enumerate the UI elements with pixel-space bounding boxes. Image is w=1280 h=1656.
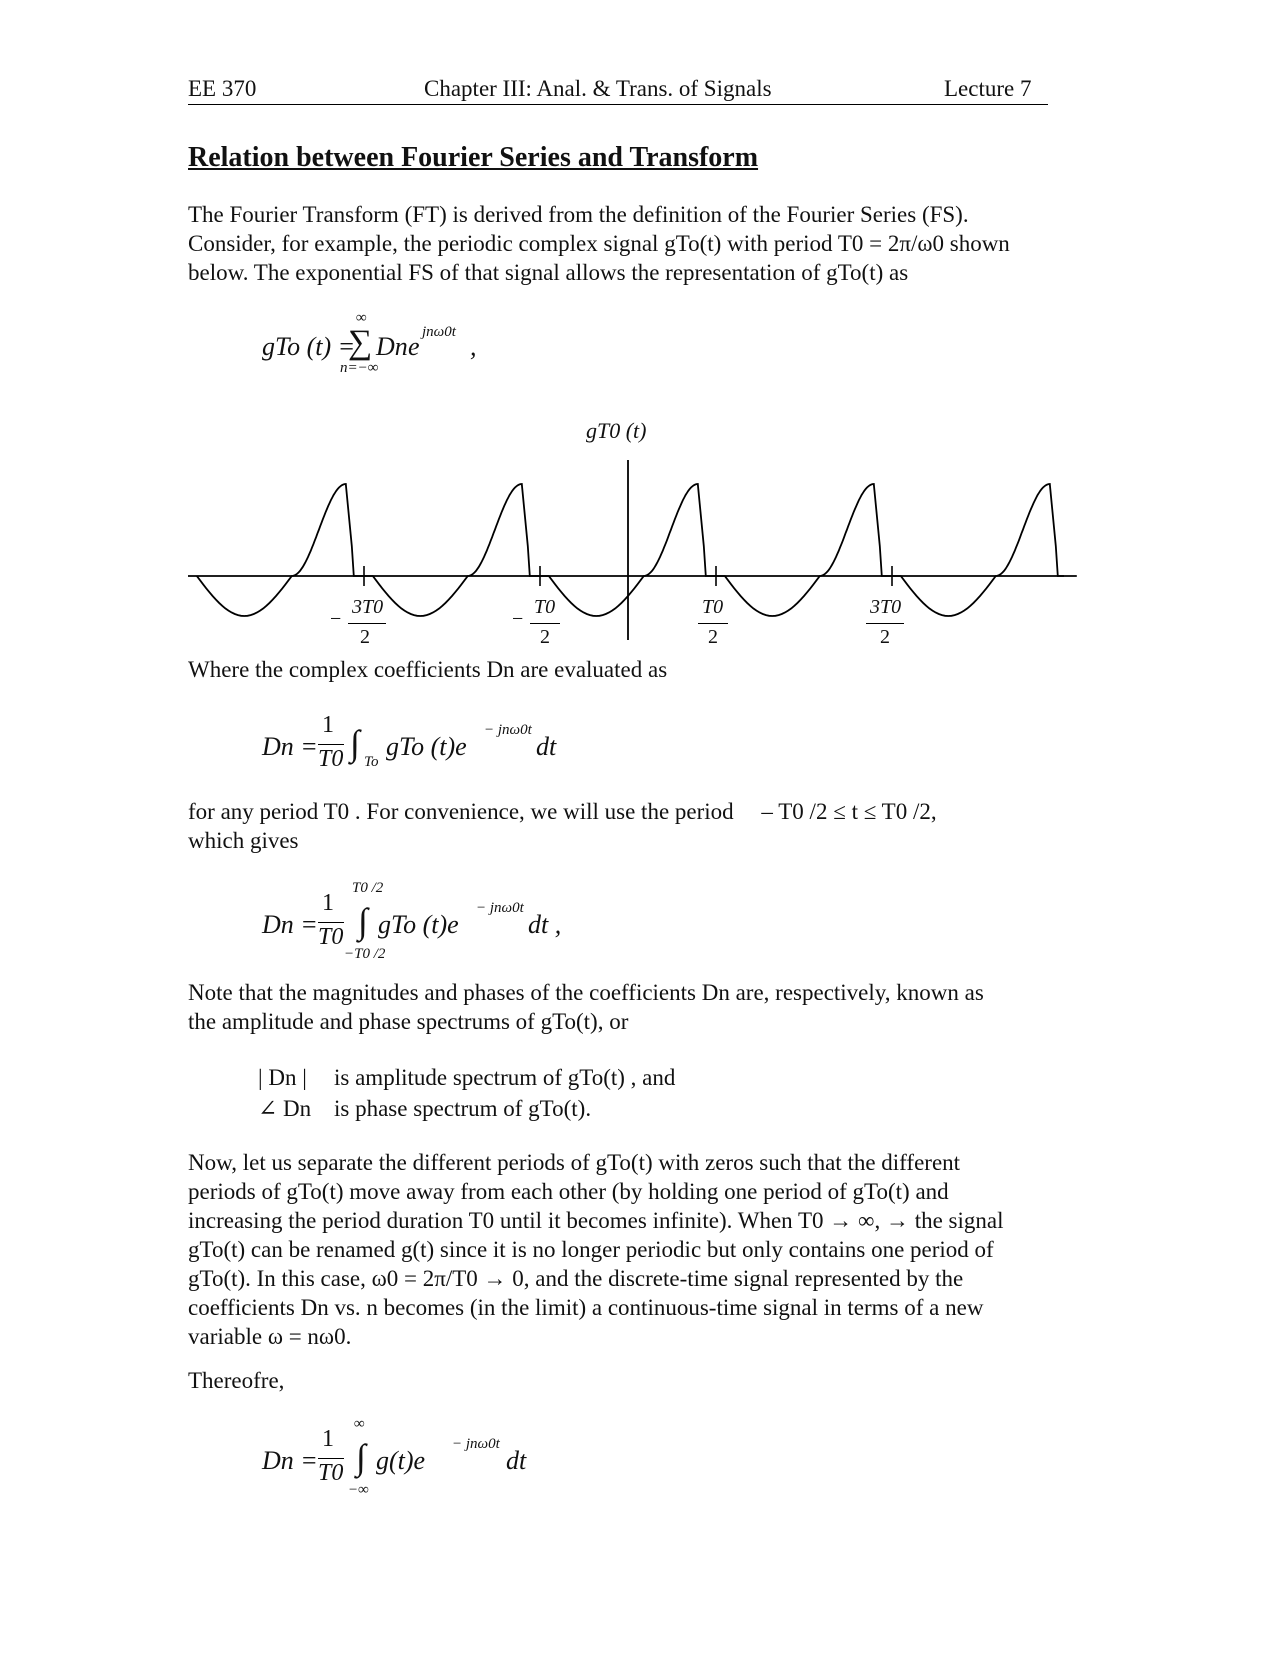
note-paragraph xyxy=(188,978,1048,1036)
intro-line-1: The Fourier Transform (FT) is derived from the definition of the Fourier Series (FS). xyxy=(188,202,969,227)
period-paragraph xyxy=(188,797,1048,855)
eq1-sum-upper: ∞ xyxy=(356,310,367,326)
separation-paragraph: Now, let us separate the different periods of gTo(t) with zeros such that the different periods of gTo(t) move away from each other (by holding one period of gTo(t) and increasing the period duration T0 until it becomes infinite). When T0 → ∞, → the signal gTo(t) can be renamed g(t) since it is no longer periodic but only contains one period of gTo(t). In this case, ω0 = 2π/T0 → 0, and the discrete-time signal represented by the coefficients Dn vs. n becomes (in the limit) a continuous-time signal in terms of a new variable ω = nω0. xyxy=(188,1150,1004,1349)
coefficient-equation-infinite: Dn = 1 T0 ∞ ∫ −∞ g(t)e − jnω0t dt xyxy=(262,1416,527,1498)
spectrum-definitions xyxy=(258,1062,675,1124)
therefore-text: Thereofre, xyxy=(188,1368,285,1393)
phase-spectrum-line: ∠ Dn is phase spectrum of gTo(t). xyxy=(258,1096,592,1121)
coefficient-equation: Dn = 1 T0 ∫ To gTo (t)e − jnω0t dt xyxy=(262,712,557,772)
coefficient-equation-symmetric: Dn = 1 T0 T0 /2 ∫ −T0 /2 gTo (t)e − jnω0t dt , xyxy=(262,880,562,962)
figure-signal-label: gT0 (t) xyxy=(586,418,647,443)
signal-waveform xyxy=(197,484,1077,616)
chapter-title: Chapter III: Anal. & Trans. of Signals xyxy=(424,76,772,101)
intro-line-2: Consider, for example, the periodic complex signal gTo(t) with period T0 = 2π/ω0 shown xyxy=(188,231,1010,256)
integral-symbol: ∫ xyxy=(350,723,360,763)
period-line-1a: for any period T0 . For convenience, we will use the period xyxy=(188,799,734,824)
coefficient-intro-text: Where the complex coefficients Dn are evaluated as xyxy=(188,657,668,682)
eq2-lhs: Dn = xyxy=(262,732,318,761)
eq1-e: e xyxy=(408,332,420,361)
eq1-tail: , xyxy=(470,332,477,361)
section-title: Relation between Fourier Series and Transform xyxy=(188,142,759,173)
summation-symbol: ∑ xyxy=(348,324,373,361)
integral-symbol: ∫ xyxy=(358,901,368,941)
eq1-body: Dn xyxy=(376,332,408,361)
course-code: EE 370 xyxy=(188,76,257,101)
eq1-lhs: gTo (t) = xyxy=(262,332,356,361)
period-line-2: which gives xyxy=(188,828,299,853)
lecture-number: Lecture 7 xyxy=(944,76,1032,101)
intro-line-3: below. The exponential FS of that signal allows the representation of gTo(t) as xyxy=(188,260,909,285)
note-line-2: the amplitude and phase spectrums of gTo(t), or xyxy=(188,1009,629,1034)
eq1-sum-lower: n=−∞ xyxy=(340,360,379,376)
eq1-exponent: jnω0t xyxy=(422,324,456,340)
period-interval: – T0 /2 ≤ t ≤ T0 /2, xyxy=(761,799,937,824)
note-line-1: Note that the magnitudes and phases of the coefficients Dn are, respectively, known as xyxy=(188,980,984,1005)
integral-symbol: ∫ xyxy=(356,1437,366,1477)
amplitude-spectrum-line: | Dn | is amplitude spectrum of gTo(t) , and xyxy=(258,1065,676,1090)
